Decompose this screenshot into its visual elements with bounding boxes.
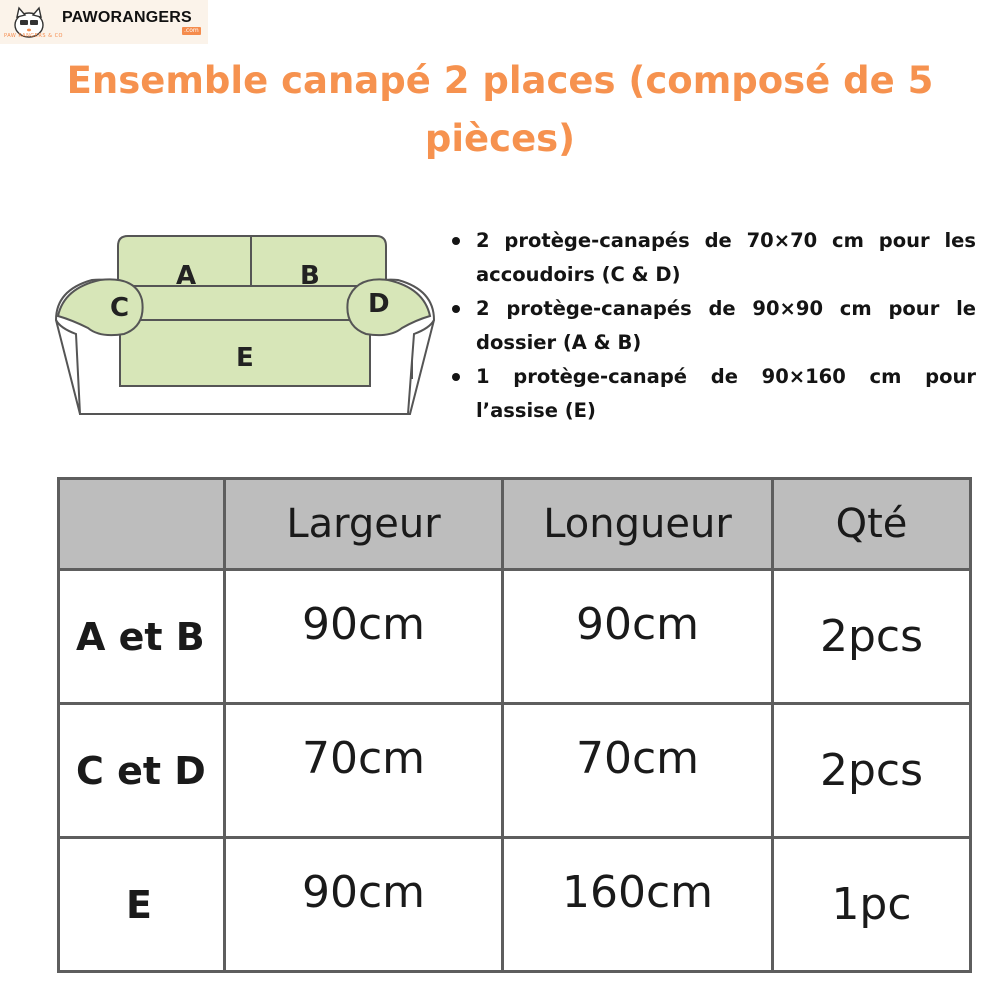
logo-tagline: PAW RANGERS & CO — [4, 33, 63, 39]
row-label: E — [59, 838, 225, 972]
sofa-diagram — [50, 228, 440, 424]
logo-wordmark: PAWORANGERS — [62, 9, 192, 26]
diagram-label-e: E — [236, 343, 254, 373]
brand-logo — [0, 0, 208, 44]
list-item: 2 protège-canapés de 90×90 cm pour le dossier (A & B) — [448, 292, 976, 360]
table-row — [59, 704, 971, 838]
row-label: C et D — [59, 704, 225, 838]
cell-length: 90cm — [503, 570, 773, 704]
list-item: 1 protège-canapé de 90×160 cm pour l’assise (E) — [448, 360, 976, 428]
diagram-label-a: A — [176, 261, 197, 291]
header-empty — [59, 479, 225, 570]
row-label: A et B — [59, 570, 225, 704]
bullet-icon — [452, 305, 460, 313]
table-row — [59, 838, 971, 972]
table-row — [59, 570, 971, 704]
cell-length: 70cm — [503, 704, 773, 838]
table-header-row — [59, 479, 971, 570]
cell-width: 90cm — [225, 570, 503, 704]
dimensions-table — [57, 477, 972, 973]
header-qty: Qté — [773, 479, 971, 570]
header-length: Longueur — [503, 479, 773, 570]
bullet-icon — [452, 237, 460, 245]
cell-qty: 2pcs — [773, 570, 971, 704]
diagram-label-b: B — [300, 261, 320, 291]
cell-qty: 1pc — [773, 838, 971, 972]
diagram-label-c: C — [110, 293, 130, 323]
bullet-icon — [452, 373, 460, 381]
header-width: Largeur — [225, 479, 503, 570]
piece-list — [448, 224, 976, 428]
cell-width: 70cm — [225, 704, 503, 838]
logo-domain-badge: .com — [184, 27, 199, 34]
cell-qty: 2pcs — [773, 704, 971, 838]
cell-width: 90cm — [225, 838, 503, 972]
cell-length: 160cm — [503, 838, 773, 972]
page-title: Ensemble canapé 2 places (composé de 5 pièces) — [66, 59, 934, 160]
diagram-label-d: D — [368, 289, 390, 319]
list-item: 2 protège-canapés de 70×70 cm pour les accoudoirs (C & D) — [448, 224, 976, 292]
